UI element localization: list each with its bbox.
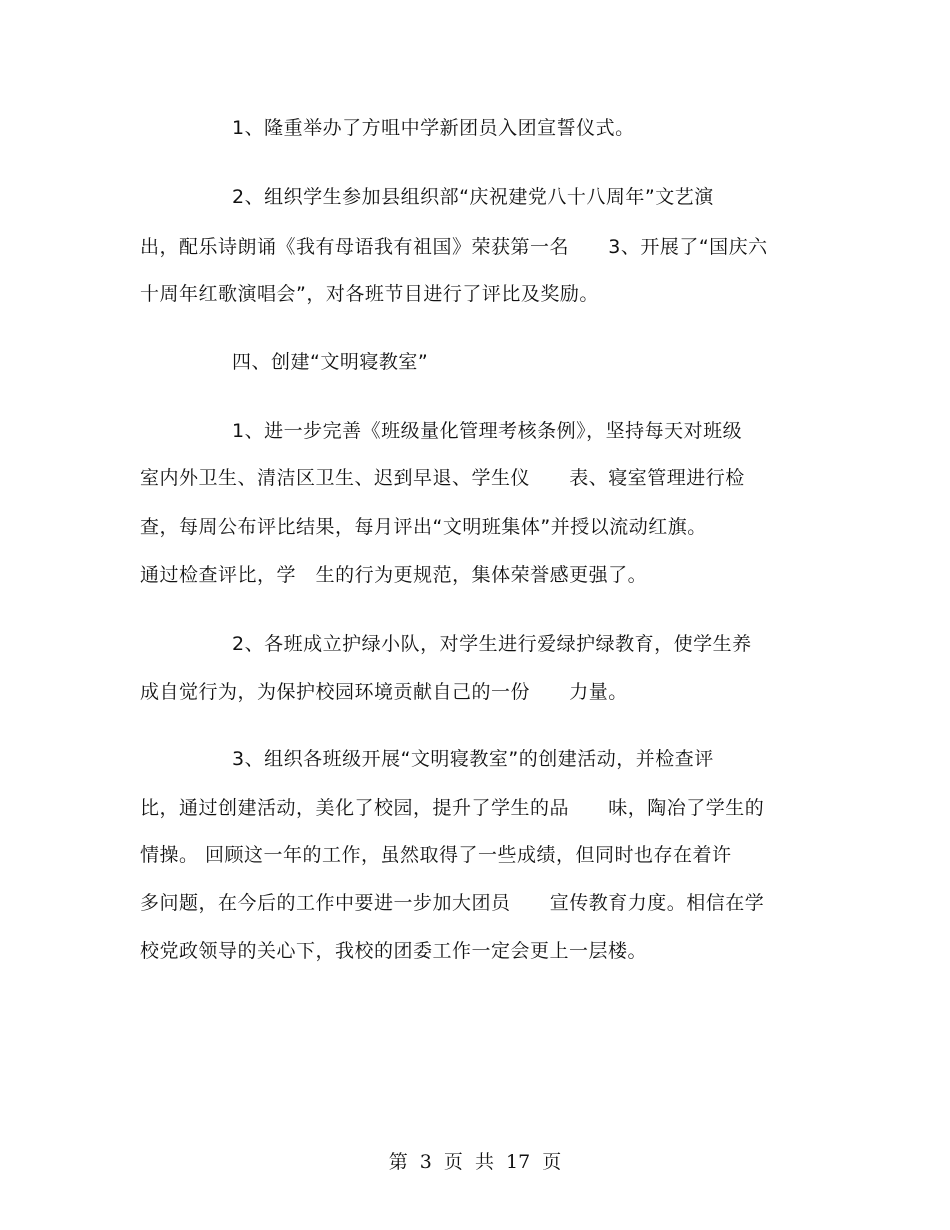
- paragraph-line: 室内外卫生、清洁区卫生、迟到早退、学生仪 表、寝室管理进行检: [140, 467, 745, 489]
- paragraph-line: 多问题，在今后的工作中要进一步加大团员 宣传教育力度。相信在学: [140, 892, 765, 914]
- paragraph-line: 成自觉行为，为保护校园环境贡献自己的一份 力量。: [140, 681, 628, 703]
- paragraph-line: 3、组织各班级开展“文明寝教室”的创建活动，并检查评: [232, 748, 714, 770]
- paragraph-line: 通过检查评比，学 生的行为更规范，集体荣誉感更强了。: [140, 564, 648, 586]
- page-number-footer: 第 3 页 共 17 页: [388, 1151, 562, 1173]
- paragraph-line: 1、进一步完善《班级量化管理考核条例》，坚持每天对班级: [232, 420, 743, 442]
- paragraph-line: 1、隆重举办了方咀中学新团员入团宣誓仪式。: [232, 117, 635, 139]
- paragraph-line: 查，每周公布评比结果，每月评出“文明班集体”并授以流动红旗。: [140, 516, 707, 538]
- paragraph-line: 2、组织学生参加县组织部“庆祝建党八十八周年”文艺演: [232, 186, 714, 208]
- paragraph-line: 十周年红歌演唱会”，对各班节目进行了评比及奖励。: [140, 283, 599, 305]
- paragraph-line: 比，通过创建活动，美化了校园，提升了学生的品 味，陶冶了学生的: [140, 797, 765, 819]
- paragraph-line: 出，配乐诗朗诵《我有母语我有祖国》荣获第一名 3、开展了“国庆六: [140, 236, 768, 258]
- paragraph-line: 情操。 回顾这一年的工作，虽然取得了一些成绩，但同时也存在着许: [140, 844, 732, 866]
- section-heading: 四、创建“文明寝教室”: [232, 351, 429, 373]
- paragraph-line: 2、各班成立护绿小队，对学生进行爱绿护绿教育，使学生养: [232, 633, 752, 655]
- paragraph-line: 校党政领导的关心下，我校的团委工作一定会更上一层楼。: [140, 940, 648, 962]
